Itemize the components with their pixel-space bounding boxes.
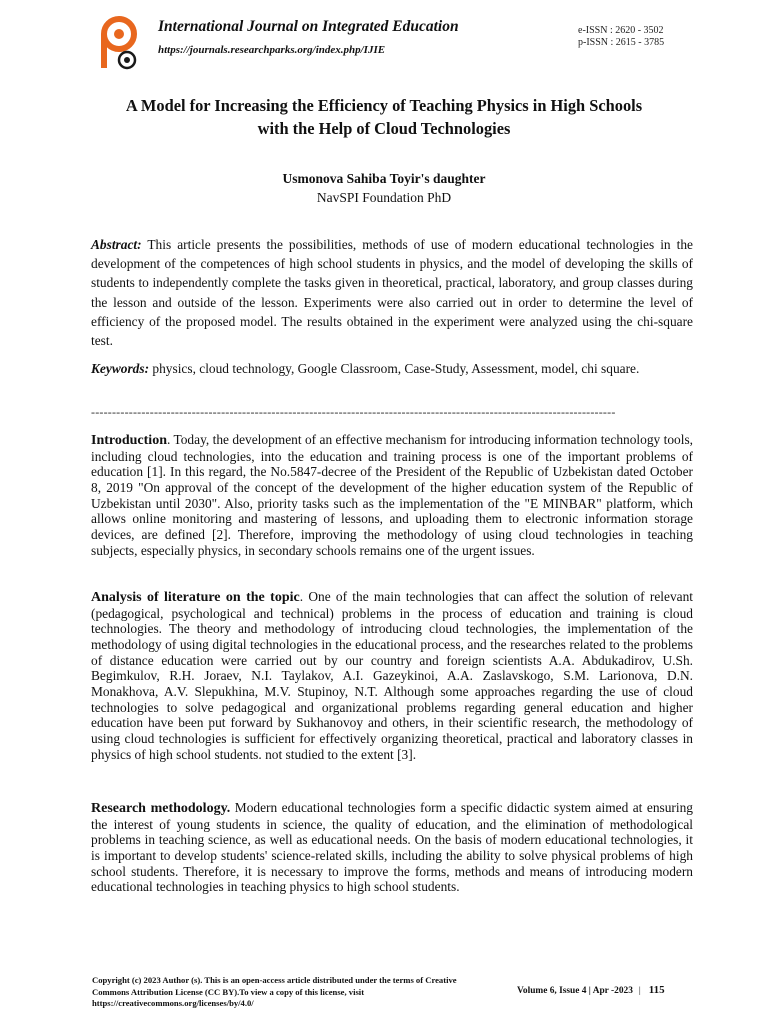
journal-title: International Journal on Integrated Education (158, 18, 459, 35)
author-name: Usmonova Sahiba Toyir's daughter (282, 171, 486, 186)
methodology-heading: Research methodology. (91, 801, 231, 816)
e-issn: e-ISSN : 2620 - 3502 (578, 25, 664, 36)
methodology-section (91, 800, 693, 895)
journal-url-link[interactable]: https://journals.researchparks.org/index.php/IJIE (158, 44, 386, 56)
page-number: 115 (648, 984, 665, 996)
keywords-text: physics, cloud technology, Google Classroom, Case-Study, Assessment, model, chi square. (152, 361, 640, 376)
section-divider: ----------------------------------------------------------------------------------------------------------------------------- (91, 405, 616, 419)
abstract-label: Abstract: (91, 237, 142, 252)
methodology-text: Modern educational technologies form a specific didactic system aimed at ensuring the interest of young students in science, the quality of education, and the elimination of methodological problems in teaching science, as well as educational needs. On the basis of modern educational technologies, it is important to develop students' science-related skills, including the ability to solve physical problems of high school students. Therefore, it is necessary to improve the forms, methods and means of introducing modern educational technologies in teaching physics to high school students. (91, 800, 693, 895)
footer-separator: | (638, 986, 641, 996)
abstract (91, 235, 693, 350)
keywords-label: Keywords: (91, 361, 150, 376)
literature-section (91, 589, 693, 762)
keywords (91, 359, 693, 378)
introduction-heading: Introduction (91, 433, 167, 448)
issn-block (578, 25, 664, 49)
p-issn: p-ISSN : 2615 - 3785 (578, 37, 665, 48)
article-title-line-2: with the Help of Cloud Technologies (257, 119, 511, 138)
abstract-text: This article presents the possibilities, methods of use of modern educational technologies in the development of the competences of high school students in physics, and the model of developing the skills of students to independently complete the tasks given in theoretical, practical, laboratory, and group classes during the lesson and outside of the lesson. Experiments were also carried out in order to determine the level of efficiency of the proposed model. The results obtained in the experiment were analyzed using the chi-square test. (91, 237, 693, 349)
introduction-text: . Today, the development of an effective mechanism for introducing information technology tools, including cloud technologies, into the education and training process is one of the important problems of education [1]. In this regard, the No.5847-decree of the President of the Republic of Uzbekistan dated October 8, 2019 "On approval of the concept of the development of the higher education system of the Republic of Uzbekistan until 2030". Also, priority tasks such as the implementation of the "E MINBAR" platform, which allows online monitoring and mastering of lessons, and uploading them to electronic information storage devices, are defined [2]. Therefore, improving the methodology of using cloud technologies in teaching subjects, especially physics, in secondary schools remains one of the urgent issues. (91, 432, 693, 558)
introduction-section (91, 432, 693, 558)
author-affiliation: NavSPI Foundation PhD (316, 190, 452, 205)
journal-logo (97, 14, 145, 74)
article-title-line-1: A Model for Increasing the Efficiency of Teaching Physics in High Schools (125, 96, 643, 115)
article-title (70, 94, 698, 140)
literature-heading: Analysis of literature on the topic (91, 590, 300, 605)
volume-info (517, 984, 665, 996)
copyright-notice: Copyright (c) 2023 Author (s). This is an open-access article distributed under the terms of Creative Commons Attribution License (CC BY).To view a copy of this license, visit https://creativecommons.org/licenses/by/4.0/ (92, 975, 457, 1008)
literature-text: . One of the main technologies that can affect the solution of relevant (pedagogical, psychological and technical) problems in the process of education and training is cloud technologies. The theory and methodology of introducing cloud technologies, the implementation of the methodology of using digital technologies in the educational process, and the researches related to the problems of distance education were carried out by our country and foreign scientists A.A. Abdukadirov, U.Sh. Begimkulov, R.H. Joraev, N.I. Taylakov, A.I. Gazeykinoi, A.A. Zaslavskogo, S.M. Larionova, D.N. Monakhova, A.V. Slepukhina, M.V. Stupinoy, N.T. Although some approaches regarding the use of cloud technologies to solve pedagogical and organizational problems regarding general education and higher education have been put forward by Sukhanovoy and others, in their scientific research, the methodology of using cloud technologies is sufficient for effectively organizing theoretical, practical and laboratory classes in physics of high school students. not studied to the extent [3]. (91, 589, 693, 762)
volume-issue: Volume 6, Issue 4 | Apr -2023 (517, 986, 633, 996)
